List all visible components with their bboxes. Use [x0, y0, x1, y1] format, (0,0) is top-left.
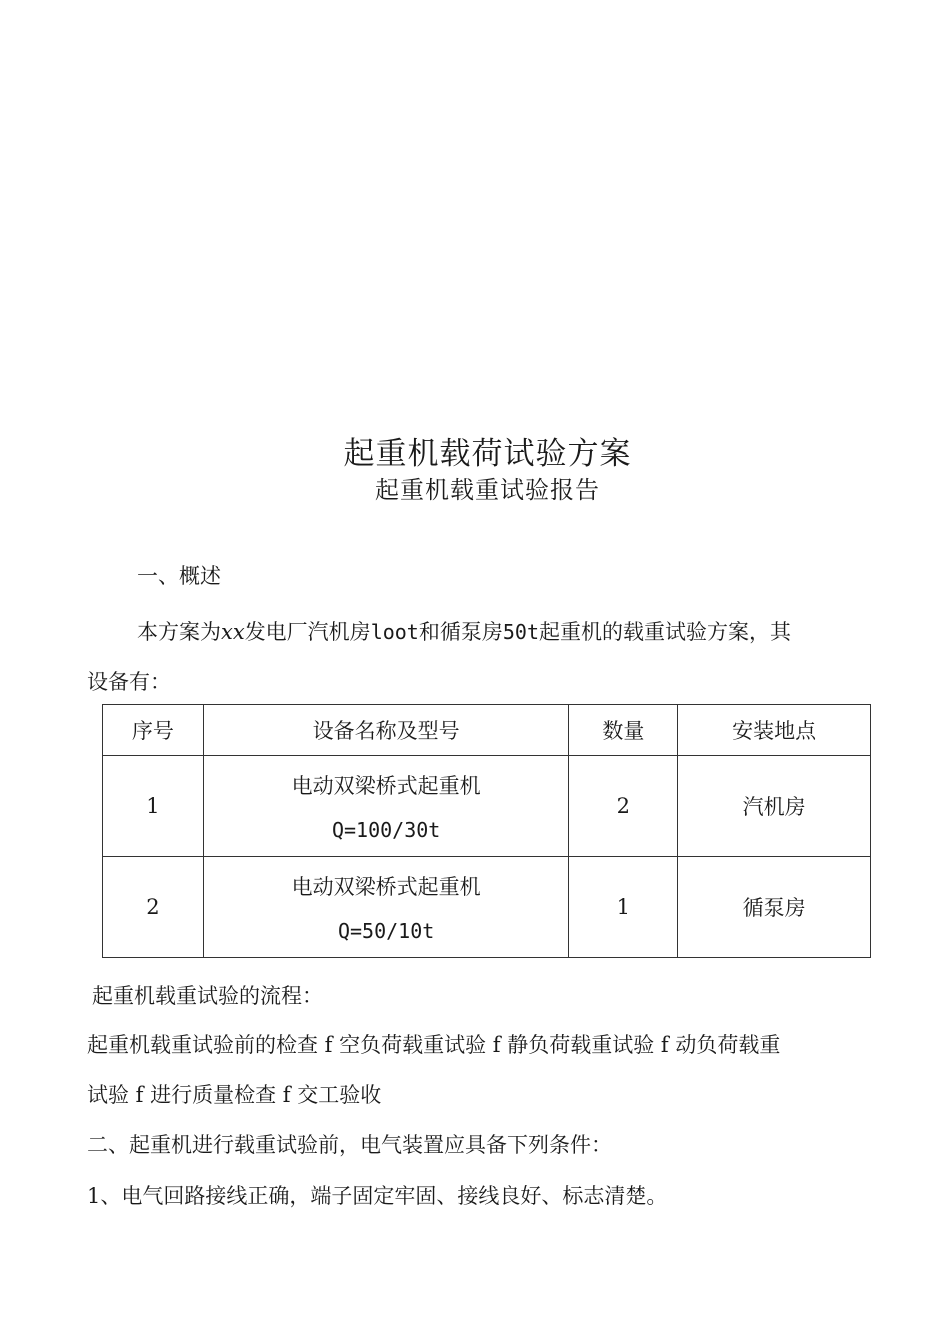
equipment-table [102, 704, 871, 958]
flow-heading: 起重机载重试验的流程： [92, 984, 323, 1008]
equipment-name: 电动双梁桥式起重机 [291, 774, 481, 798]
equipment-model: Q=100/30t [331, 818, 441, 842]
cell-qty: 1 [569, 857, 678, 958]
cell-no: 2 [103, 857, 204, 958]
header-qty: 数量 [569, 705, 678, 756]
cell-name-model [203, 857, 569, 958]
header-name: 设备名称及型号 [203, 705, 569, 756]
intro-loot: loot [370, 620, 419, 644]
section2-heading: 二、起重机进行载重试验前，电气装置应具备下列条件： [87, 1133, 612, 1157]
flow-line-2: 试验 f 进行质量检查 f 交工验收 [87, 1083, 382, 1107]
equipment-model: Q=50/10t [337, 919, 435, 943]
intro-text-4: 起重机的载重试验方案，其 [538, 620, 791, 644]
intro-text-1: 本方案为 [137, 620, 221, 644]
table-header-row [103, 705, 871, 756]
equipment-name: 电动双梁桥式起重机 [291, 875, 481, 899]
table-row [103, 756, 871, 857]
intro-50t: 50t [502, 620, 539, 644]
condition-item-1: 1、电气回路接线正确，端子固定牢固、接线良好、标志清楚。 [87, 1184, 668, 1208]
intro-text-2: 发电厂汽机房 [244, 620, 371, 644]
cell-location: 循泵房 [678, 857, 871, 958]
cell-name-model [203, 756, 569, 857]
cell-qty: 2 [569, 756, 678, 857]
cell-location: 汽机房 [678, 756, 871, 857]
intro-text-3: 和循泵房 [418, 620, 503, 644]
header-no: 序号 [103, 705, 204, 756]
table-row [103, 857, 871, 958]
section1-heading: 一、概述 [137, 564, 221, 588]
flow-line-1: 起重机载重试验前的检查 f 空负荷载重试验 f 静负荷载重试验 f 动负荷载重 [87, 1033, 781, 1057]
header-location: 安装地点 [678, 705, 871, 756]
document-title: 起重机载荷试验方案 [343, 436, 632, 472]
intro-xx: xx [221, 620, 245, 644]
intro-paragraph-line1 [137, 616, 791, 646]
document-subtitle: 起重机载重试验报告 [375, 476, 600, 504]
cell-no: 1 [103, 756, 204, 857]
intro-paragraph-line2: 设备有： [87, 670, 171, 694]
